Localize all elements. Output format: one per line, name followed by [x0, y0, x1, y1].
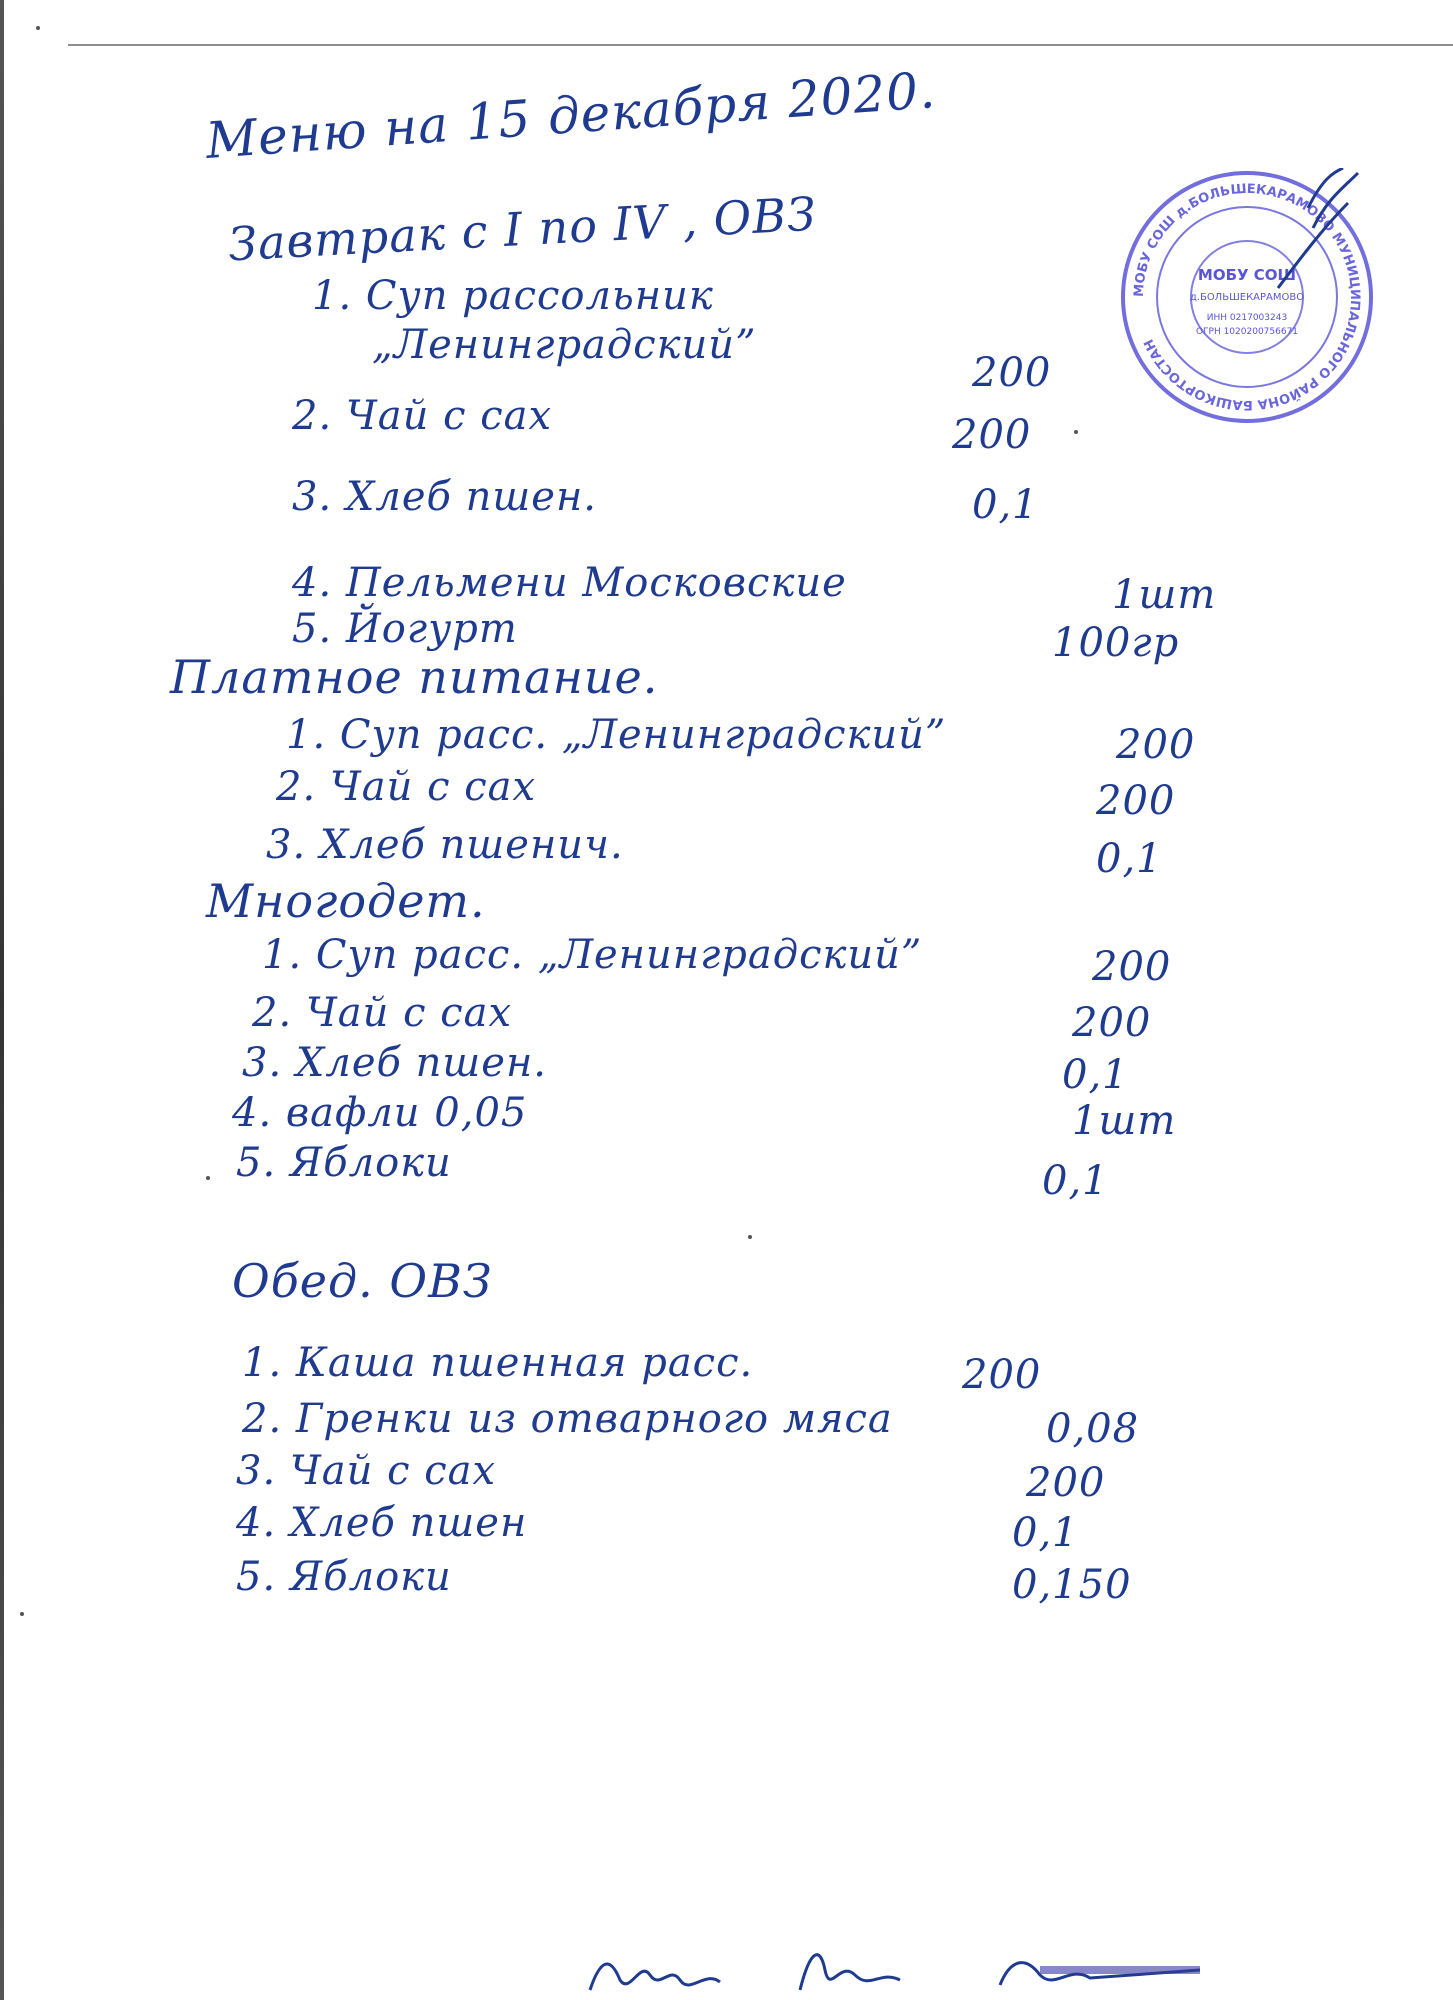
item-num: 1.	[262, 932, 303, 978]
scan-speck	[206, 1176, 210, 1180]
item-num: 1.	[312, 273, 353, 319]
scan-speck	[36, 26, 40, 30]
item-name: Хлеб пшен.	[345, 474, 598, 520]
large-families-item-1-qty: 200	[1092, 944, 1172, 990]
item-name: Чай с сах	[329, 764, 537, 810]
breakfast-item-4	[292, 560, 847, 606]
paid-item-2-qty: 200	[1096, 778, 1176, 824]
menu-title: Меню на 15 декабря 2020.	[203, 61, 938, 170]
breakfast-item-5	[292, 606, 518, 652]
item-name: Йогурт	[345, 606, 518, 652]
stamp-center-text: МОБУ СОШ	[1197, 266, 1297, 284]
breakfast-item-1-qty: 200	[972, 350, 1052, 396]
breakfast-item-5-qty: 100гр	[1052, 620, 1180, 666]
scan-speck	[1074, 430, 1078, 434]
item-num: 3.	[242, 1040, 283, 1086]
item-num: 4.	[232, 1090, 273, 1136]
item-name: Пельмени Московские	[345, 560, 847, 606]
breakfast-item-2	[292, 393, 552, 439]
item-num: 2.	[276, 764, 317, 810]
item-name: Чай с сах	[289, 1448, 497, 1494]
item-name: Хлеб пшен.	[295, 1040, 548, 1086]
item-name: Чай с сах	[305, 990, 513, 1036]
item-name: вафли 0,05	[285, 1090, 528, 1136]
paid-item-1-qty: 200	[1116, 722, 1196, 768]
breakfast-item-2-qty: 200	[952, 412, 1032, 458]
breakfast-item-4-qty: 1шт	[1112, 572, 1217, 618]
item-num: 4.	[292, 560, 333, 606]
large-families-item-4-qty: 1шт	[1072, 1098, 1177, 1144]
item-num: 4.	[236, 1500, 277, 1546]
item-num: 3.	[236, 1448, 277, 1494]
large-families-item-3	[242, 1040, 547, 1086]
section-heading-large-families: Многодет.	[206, 874, 486, 928]
scan-speck	[748, 1235, 752, 1239]
item-name: Чай с сах	[345, 393, 553, 439]
paid-item-3	[266, 822, 624, 868]
item-num: 5.	[236, 1140, 277, 1186]
item-num: 2.	[292, 393, 333, 439]
signatures	[580, 1940, 1220, 2000]
item-name: Каша пшенная расс.	[295, 1340, 754, 1386]
paid-item-2	[276, 764, 536, 810]
section-heading-lunch: Обед. ОВЗ	[232, 1254, 493, 1308]
item-name: Гренки из отварного мяса	[295, 1396, 893, 1442]
item-name: Хлеб пшенич.	[319, 822, 624, 868]
stamp-inn: ИНН 0217003243	[1206, 313, 1288, 323]
lunch-item-3-qty: 200	[1026, 1460, 1106, 1506]
paid-item-3-qty: 0,1	[1096, 836, 1163, 882]
item-num: 5.	[236, 1554, 277, 1600]
stamp-ring-text: МОБУ СОШ д.БОЛЬШЕКАРАМОВО МУНИЦИПАЛЬНОГО РАЙОНА БАШКОРТОСТАН	[1131, 181, 1363, 413]
item-name: Суп расс. „Ленинградский”	[315, 932, 923, 978]
large-families-item-2-qty: 200	[1072, 1000, 1152, 1046]
large-families-item-2	[252, 990, 512, 1036]
item-num: 3.	[266, 822, 307, 868]
lunch-item-4	[236, 1500, 527, 1546]
section-heading-breakfast: Завтрак с I по IV , ОВЗ	[226, 186, 819, 272]
item-num: 1.	[242, 1340, 283, 1386]
lunch-item-4-qty: 0,1	[1012, 1510, 1079, 1556]
breakfast-item-1-cont: „Ленинградский”	[372, 322, 757, 368]
official-stamp	[1118, 168, 1376, 426]
item-name: Суп расс. „Ленинградский”	[339, 712, 947, 758]
large-families-item-3-qty: 0,1	[1062, 1052, 1129, 1098]
lunch-item-5-qty: 0,150	[1012, 1562, 1132, 1608]
large-families-item-5-qty: 0,1	[1042, 1158, 1109, 1204]
stamp-center-text-2: д.БОЛЬШЕКАРАМОВО	[1189, 292, 1305, 303]
lunch-item-5	[236, 1554, 452, 1600]
stamp-ogrn: ОГРН 1020200756671	[1195, 327, 1299, 337]
item-num: 5.	[292, 606, 333, 652]
item-name: Хлеб пшен	[289, 1500, 528, 1546]
section-heading-paid: Платное питание.	[170, 650, 659, 704]
large-families-item-1	[262, 932, 922, 978]
item-num: 3.	[292, 474, 333, 520]
item-num: 1.	[286, 712, 327, 758]
large-families-item-5	[236, 1140, 452, 1186]
item-name: Яблоки	[289, 1554, 452, 1600]
scan-edge	[0, 0, 4, 2000]
paid-item-1	[286, 712, 946, 758]
top-rule	[68, 44, 1453, 46]
scan-speck	[20, 1612, 24, 1616]
lunch-item-2	[242, 1396, 893, 1442]
large-families-item-4	[232, 1090, 527, 1136]
lunch-item-3	[236, 1448, 496, 1494]
lunch-item-1	[242, 1340, 753, 1386]
item-name: Яблоки	[289, 1140, 452, 1186]
lunch-item-1-qty: 200	[962, 1352, 1042, 1398]
item-num: 2.	[252, 990, 293, 1036]
breakfast-item-3	[292, 474, 597, 520]
item-name: Суп рассольник	[365, 273, 714, 319]
breakfast-item-1	[312, 273, 714, 319]
lunch-item-2-qty: 0,08	[1046, 1406, 1140, 1452]
item-num: 2.	[242, 1396, 283, 1442]
breakfast-item-3-qty: 0,1	[972, 482, 1039, 528]
